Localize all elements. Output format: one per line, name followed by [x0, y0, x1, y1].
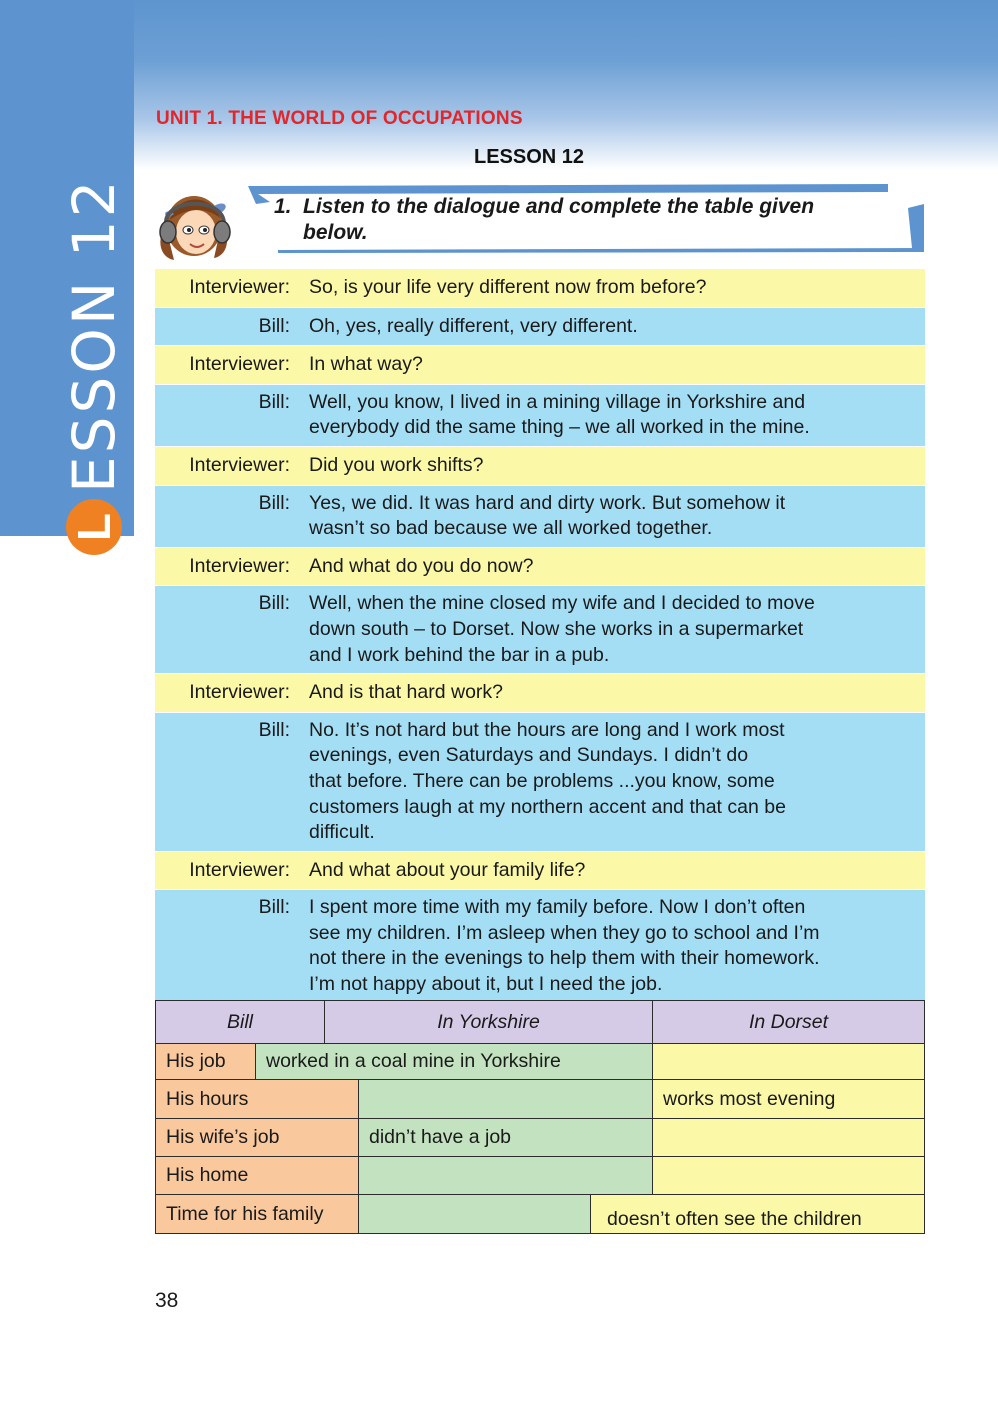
- dialogue-row: [155, 346, 925, 385]
- dialogue-speaker: Bill:: [258, 592, 290, 615]
- dialogue-line: down south – to Dorset. Now she works in a supermarket: [309, 617, 804, 640]
- dialogue-speaker: Interviewer:: [189, 858, 290, 881]
- task-number: 1.: [274, 195, 292, 218]
- dialogue-line: So, is your life very different now from before?: [309, 276, 707, 298]
- dialogue-speaker: Interviewer:: [189, 453, 290, 476]
- dialogue-row: [155, 269, 925, 308]
- dialogue-line: difficult.: [309, 821, 375, 844]
- dialogue-row: [155, 548, 925, 587]
- dialogue-row: [155, 308, 925, 347]
- dialogue-line: customers laugh at my northern accent and that can be: [309, 795, 786, 818]
- dialogue-speaker: Bill:: [258, 896, 290, 919]
- dialogue-line: and I work behind the bar in a pub.: [309, 643, 610, 666]
- dialogue-line: Well, you know, I lived in a mining village in Yorkshire and: [309, 390, 806, 413]
- dialogue-text: [296, 680, 925, 706]
- task-line-1: Listen to the dialogue and complete the table given: [303, 195, 815, 218]
- table-cell-dorset[interactable]: [652, 1156, 925, 1195]
- table-row-label: His job: [155, 1043, 256, 1080]
- table-cell-dorset: doesn’t often see the children: [590, 1194, 925, 1234]
- dialogue-line: not there in the evenings to help them with their homework.: [309, 947, 820, 970]
- table-cell-yorkshire: didn’t have a job: [358, 1118, 653, 1157]
- dialogue-speaker: Interviewer:: [189, 681, 290, 704]
- dialogue-line: Did you work shifts?: [309, 453, 484, 476]
- dialogue-text: [296, 554, 925, 580]
- dialogue-row: [155, 890, 925, 1003]
- table-cell-yorkshire[interactable]: [358, 1156, 653, 1195]
- dialogue-speaker: Interviewer:: [189, 554, 290, 577]
- dialogue-line: wasn’t so bad because we all worked together.: [309, 517, 713, 540]
- dialogue-row: [155, 486, 925, 548]
- dialogue-line: evenings, even Saturdays and Sundays. I didn’t do: [309, 744, 749, 767]
- table-row-label: Time for his family: [155, 1194, 359, 1234]
- lesson-initial-badge: L: [66, 499, 122, 555]
- table-row-label: His hours: [155, 1079, 359, 1119]
- table-row-label: His home: [155, 1156, 359, 1195]
- table-cell-dorset[interactable]: [652, 1043, 925, 1080]
- dialogue-speaker: Bill:: [258, 718, 290, 741]
- dialogue-speaker: Bill:: [258, 491, 290, 514]
- dialogue-line: Oh, yes, really different, very different.: [309, 314, 638, 337]
- task-line-2: below.: [303, 221, 368, 244]
- dialogue-row: [155, 674, 925, 713]
- dialogue-transcript: [155, 269, 925, 1004]
- task-instruction: [274, 194, 914, 246]
- dialogue-text: [296, 453, 925, 479]
- dialogue-line: everybody did the same thing – we all worked in the mine.: [309, 416, 810, 439]
- dialogue-row: [155, 586, 925, 674]
- dialogue-text: [296, 314, 925, 340]
- table-cell-yorkshire[interactable]: [358, 1194, 591, 1234]
- table-cell-dorset: works most evening: [652, 1079, 925, 1119]
- dialogue-line: that before. There can be problems ...you know, some: [309, 769, 775, 792]
- dialogue-text: [296, 895, 925, 997]
- dialogue-text: [296, 491, 925, 542]
- dialogue-line: And is that hard work?: [309, 681, 504, 704]
- table-header-bill: Bill: [155, 1000, 325, 1044]
- dialogue-text: [296, 275, 925, 301]
- dialogue-line: see my children. I’m asleep when they go to school and I’m: [309, 921, 820, 944]
- dialogue-line: I spent more time with my family before. Now I don’t often: [309, 896, 806, 919]
- dialogue-speaker: Bill:: [258, 314, 290, 337]
- dialogue-text: [296, 591, 925, 668]
- dialogue-speaker: Interviewer:: [189, 276, 290, 298]
- table-header-dorset: In Dorset: [652, 1000, 925, 1044]
- dialogue-speaker: Bill:: [258, 390, 290, 413]
- table-cell-dorset[interactable]: [652, 1118, 925, 1157]
- lesson-heading: LESSON 12: [474, 146, 585, 168]
- dialogue-line: No. It’s not hard but the hours are long and I work most: [309, 718, 785, 741]
- dialogue-line: Yes, we did. It was hard and dirty work. But somehow it: [309, 491, 786, 514]
- table-cell-yorkshire: worked in a coal mine in Yorkshire: [255, 1043, 653, 1080]
- dialogue-speaker: Interviewer:: [189, 353, 290, 376]
- vertical-lesson-title: [60, 177, 128, 555]
- unit-title: UNIT 1. THE WORLD OF OCCUPATIONS: [156, 108, 523, 129]
- table-row-label: His wife’s job: [155, 1118, 359, 1157]
- dialogue-line: In what way?: [309, 353, 423, 376]
- dialogue-line: I’m not happy about it, but I need the job.: [309, 973, 663, 996]
- dialogue-row: [155, 852, 925, 891]
- table-header-yorkshire: In Yorkshire: [324, 1000, 653, 1044]
- dialogue-row: [155, 385, 925, 447]
- dialogue-text: [296, 858, 925, 884]
- lesson-title-rest: ESSON 12: [60, 177, 128, 493]
- header-gradient-band: [0, 0, 998, 170]
- girl-with-headphones-icon: [152, 184, 236, 262]
- dialogue-text: [296, 718, 925, 846]
- dialogue-line: And what do you do now?: [309, 554, 534, 577]
- table-cell-yorkshire[interactable]: [358, 1079, 653, 1119]
- dialogue-row: [155, 713, 925, 852]
- dialogue-line: Well, when the mine closed my wife and I decided to move: [309, 592, 815, 615]
- dialogue-text: [296, 352, 925, 378]
- dialogue-line: And what about your family life?: [309, 858, 586, 881]
- dialogue-text: [296, 390, 925, 441]
- dialogue-row: [155, 447, 925, 486]
- page-number: 38: [155, 1289, 179, 1312]
